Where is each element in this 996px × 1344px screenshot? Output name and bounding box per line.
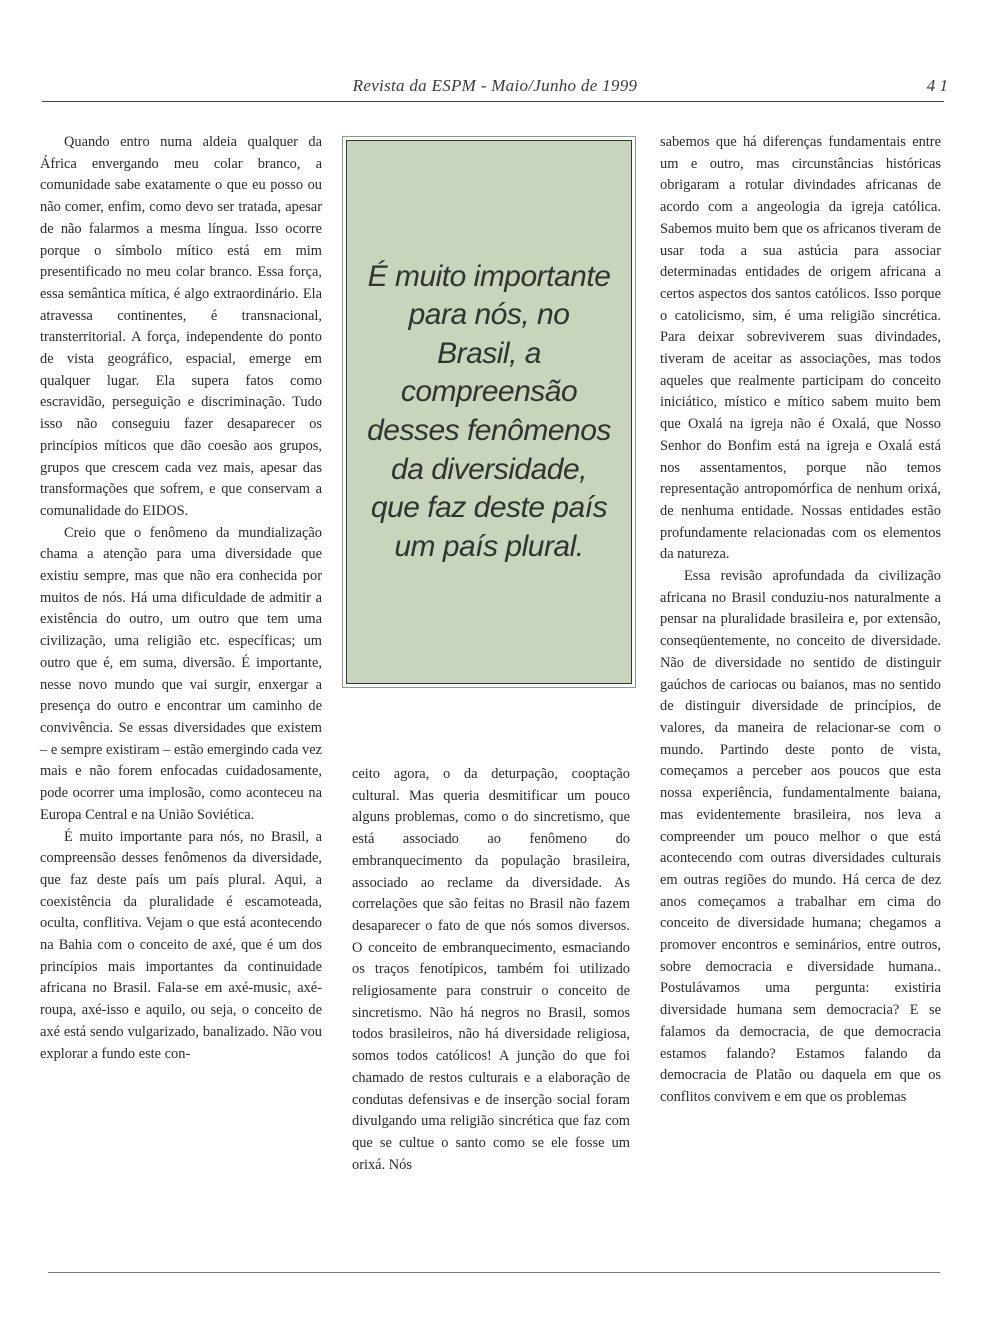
- text-column-middle: [352, 764, 630, 1176]
- text-column-right: [660, 132, 941, 1109]
- pull-quote-text: É muito importante para nós, no Brasil, a compreensão desses fenômenos da diversidade, que faz deste país um país plural.: [367, 259, 611, 563]
- paragraph: Essa revisão aprofundada da civilização africana no Brasil conduziu-nos naturalmente a pensar na pluralidade brasileira e, por extensão, conseqüentemente, no conceito de diversidade. Não de diversidade no sentido de distinguir gaúchos de cariocas ou baianos, mas no sentido de distinguir diversidade de princípios, de valores, da maneira de relacionar-se com o mundo. Partindo deste ponto de vista, começamos a perceber aos poucos que esta nossa experiência, fundamentalmente baiana, mas evidentemente brasileira, nos leva a compreender um pouco melhor o que está acontecendo com outras diversidades culturais em outras regiões do mundo. Há cerca de dez anos começamos a trabalhar em cima do conceito de diversidade humana; chegamos a promover encontros e seminários, entre outros, sobre democracia e diversidade humana.. Postulávamos uma pergunta: existiria diversidade humana sem democracia? E se falamos da democracia, de que democracia estamos falando? Estamos falando da democracia de Platão ou daquela em que os conflitos convivem e em que os problemas: [660, 568, 941, 1105]
- running-header-title: Revista da ESPM - Maio/Junho de 1999: [352, 76, 638, 95]
- pull-quote-box: [346, 140, 632, 684]
- page-number: 4 1: [926, 76, 948, 95]
- paragraph: Quando entro numa aldeia qualquer da África envergando meu colar branco, a comunidade sabe exatamente o que eu posso ou não comer, enfim, como devo ser tratada, apesar de não falarmos a mesma língua. Isso ocorre porque o símbolo mítico está em mim presentificado no meu colar branco. Essa força, essa semântica mítica, é algo extraordinário. Ela atravessa continentes, é transnacional, transterritorial. A força, independente do ponto de vista geográfico, espacial, emerge em qualquer lugar. Ela supera fatos como escravidão, perseguição e discriminação. Tudo isso não conseguiu fazer desaparecer os princípios míticos que dão coesão aos grupos, grupos que crescem cada vez mais, apesar das transformações que sofrem, e que conservam a comunalidade do EIDOS.: [40, 134, 322, 519]
- footer-rule: [48, 1272, 940, 1273]
- paragraph: sabemos que há diferenças fundamentais entre um e outro, mas circunstâncias históricas obrigaram a rotular divindades africanas de acordo com a angeologia da igreja católica. Sabemos muito bem que os africanos tiveram de usar toda a sua astúcia para associar determinadas entidades de origem africana a certos aspectos dos santos católicos. Isso porque o catolicismo, sim, é uma religião sincrética. Para deixar sobreviverem suas divindades, tiveram de aceitar as associações, mas todos aqueles que realmente participam do conceito iniciático, místico e mítico sabem muito bem que Oxalá na igreja não é Oxalá, que Nosso Senhor do Bonfim está na igreja e Oxalá está nos assentamentos, porque não temos representação antropomórfica de nenhum orixá, de nenhuma entidade. Nossas entidades estão profundamente relacionadas com os elementos da natureza.: [660, 134, 941, 563]
- text-column-left: [40, 132, 322, 1065]
- paragraph: É muito importante para nós, no Brasil, a compreensão desses fenômenos da diversidade, que faz deste país um país plural. Aqui, a coexistência da pluralidade é escamoteada, oculta, conflitiva. Vejam o que está acontecendo na Bahia com o conceito de axé, que é um dos princípios mais importantes da continuidade africana no Brasil. Fala-se em axé-music, axé-roupa, axé-isso e aquilo, ou seja, o conceito de axé está sendo vulgarizado, banalizado. Não vou explorar a fundo este con-: [40, 828, 322, 1062]
- header-rule: [42, 101, 944, 102]
- paragraph: Creio que o fenômeno da mundialização chama a atenção para uma diversidade que existiu sempre, mas que não era conhecida por muitos de nós. Há uma dificuldade de admitir a existência do outro, um outro que tem uma civilização, uma religião etc. específicas; um outro que é, em suma, diversão. É importante, nesse novo mundo que vai surgir, enxergar a presença do outro e encontrar um caminho de convivência. Se essas diversidades que existem – e sempre existiram – estão emergindo cada vez mais e não forem enfocadas cuidadosamente, pode ocorrer uma implosão, como aconteceu na Europa Central e na União Soviética.: [40, 524, 322, 823]
- paragraph: ceito agora, o da deturpação, cooptação cultural. Mas queria desmitificar um pouco alguns problemas, como o do sincretismo, que está associado ao fenômeno do embranquecimento da população brasileira, associado ao reclame da diversidade. As correlações que são feitas no Brasil não fazem desaparecer o fato de que nós somos diversos. O conceito de embranquecimento, esmaciando os traços fenotípicos, também foi utilizado religiosamente para construir o conceito de sincretismo. Não há negros no Brasil, somos todos brasileiros, não há diversidade religiosa, somos todos católicos! A junção do que foi chamado de restos culturais e a elaboração de condutas defensivas e de inserção social foram divulgando uma religião sincrética que faz com que se cultue o santo como se ele fosse um orixá. Nós: [352, 766, 630, 1173]
